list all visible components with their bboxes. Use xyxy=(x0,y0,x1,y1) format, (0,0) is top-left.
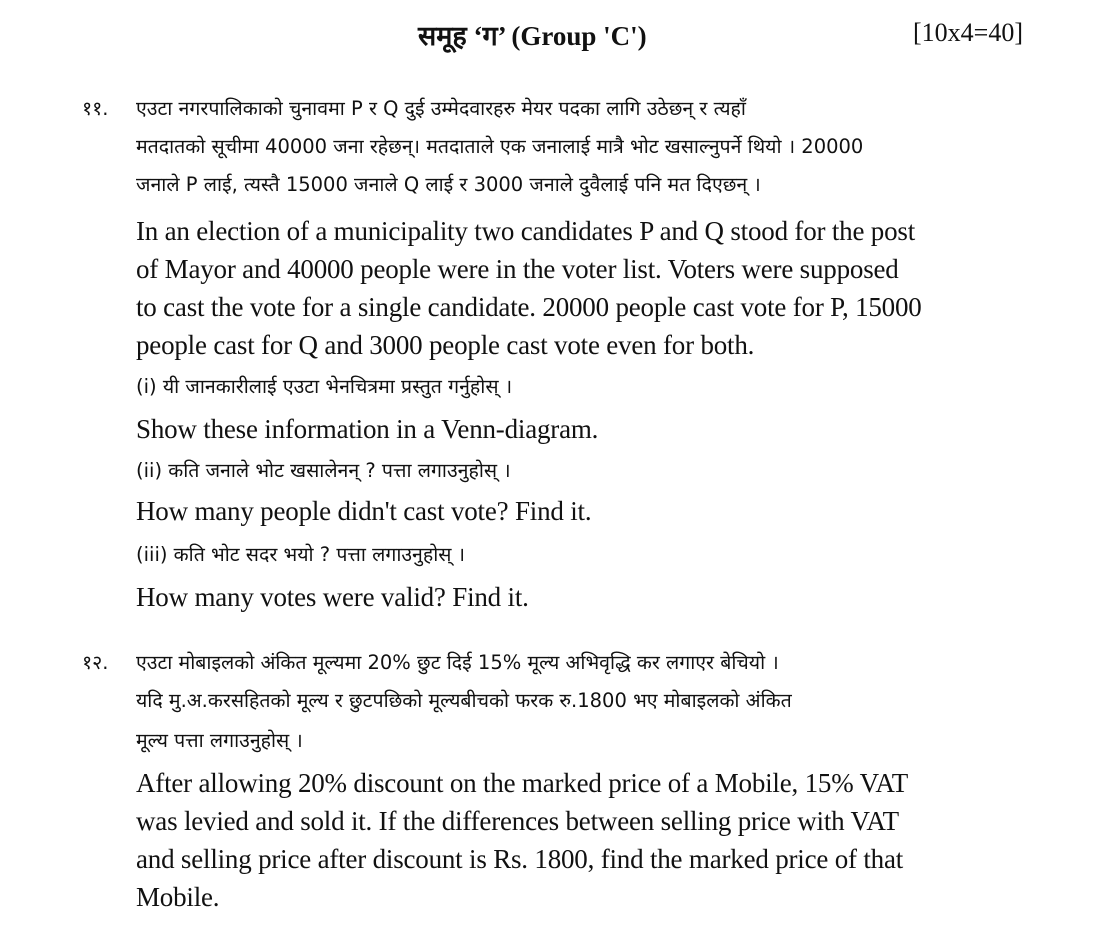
question-text-english: Mobile. xyxy=(136,882,220,912)
section-header xyxy=(0,16,1103,56)
part-iii-english: How many votes were valid? Find it. xyxy=(136,582,529,612)
question-number: १२. xyxy=(82,651,109,674)
question-text-english: In an election of a municipality two candidates P and Q stood for the post xyxy=(136,216,916,246)
question-text-nepali: यदि मु.अ.करसहितको मूल्य र छुटपछिको मूल्यबीचको फरक रु.1800 भए मोबाइलको अंकित xyxy=(136,689,792,712)
question-text-english: and selling price after discount is Rs. 1800, find the marked price of that xyxy=(136,844,904,874)
part-ii-nepali: (ii) कति जनाले भोट खसालेनन् ? पत्ता लगाउनुहोस् । xyxy=(136,459,511,482)
part-i-english: Show these information in a Venn-diagram. xyxy=(136,414,599,444)
question-text-nepali: मूल्य पत्ता लगाउनुहोस् । xyxy=(136,729,303,752)
part-iii-nepali: (iii) कति भोट सदर भयो ? पत्ता लगाउनुहोस् । xyxy=(136,543,466,566)
question-text-english: people cast for Q and 3000 people cast vote even for both. xyxy=(136,330,755,360)
section-title: समूह ‘ग’ (Group 'C') xyxy=(418,21,647,51)
question-text-nepali: मतदातको सूचीमा 40000 जना रहेछन्। मतदाताले एक जनालाई मात्रै भोट खसाल्नुपर्ने थियो । 20000 xyxy=(136,135,864,158)
question-text-nepali: जनाले P लाई, त्यस्तै 15000 जनाले Q लाई र 3000 जनाले दुवैलाई पनि मत दिएछन् । xyxy=(136,173,761,196)
question-number: ११. xyxy=(82,97,109,120)
part-ii-english: How many people didn't cast vote? Find it. xyxy=(136,496,592,526)
question-text-nepali: एउटा मोबाइलको अंकित मूल्यमा 20% छुट दिई 15% मूल्य अभिवृद्धि कर लगाएर बेचियो । xyxy=(136,651,779,674)
part-i-nepali: (i) यी जानकारीलाई एउटा भेनचित्रमा प्रस्तुत गर्नुहोस् । xyxy=(136,375,513,398)
question-text-english: of Mayor and 40000 people were in the voter list. Voters were supposed xyxy=(136,254,899,284)
question-text-english: was levied and sold it. If the differences between selling price with VAT xyxy=(136,806,899,836)
question-text-english: After allowing 20% discount on the marked price of a Mobile, 15% VAT xyxy=(136,768,908,798)
question-text-nepali: एउटा नगरपालिकाको चुनावमा P र Q दुई उम्मेदवारहरु मेयर पदका लागि उठेछन् र त्यहाँ xyxy=(136,97,746,120)
question-text-english: to cast the vote for a single candidate. 20000 people cast vote for P, 15000 xyxy=(136,292,922,322)
marks-allocation: [10x4=40] xyxy=(913,18,1023,47)
